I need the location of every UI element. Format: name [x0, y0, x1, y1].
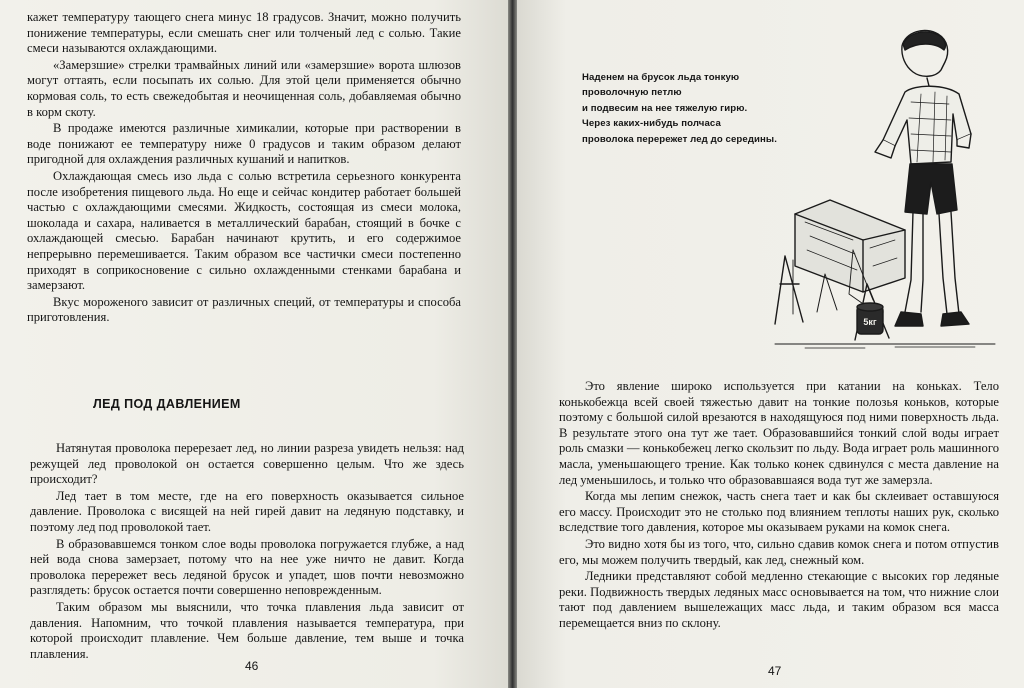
caption-line: Через каких-нибудь полчаса — [582, 118, 721, 130]
paragraph: кажет температуру тающего снега минус 18 градусов. Значит, можно получить понижение температуры, если смешать снег или толченый лед с солью. Такие смеси называются охлаждающими. — [27, 10, 461, 56]
paragraph: Лед тает в том месте, где на его поверхность оказывается сильное давление. Проволока с висящей на ней гирей давит на ледяную подставку, и поэтому лед под проволокой тает. — [30, 488, 464, 534]
paragraph: В образовавшемся тонком слое воды проволока погружается глубже, а над ней вода снова замерзает, потому что на нее уже ничто не давит. Когда проволока перережет весь ледяной брусок и упадет, шов почти невозможно разглядеть: брусок остается почти совершенно неповрежденным. — [30, 536, 464, 598]
book-gutter — [508, 0, 517, 688]
paragraph: Натянутая проволока перерезает лед, но линии разреза увидеть нельзя: над режущей лед проволокой он остается совершенно целым. Что же здесь происходит? — [30, 441, 464, 487]
caption-line: проволочную петлю — [582, 87, 682, 99]
paragraph: Это явление широко используется при катании на коньках. Тело конькобежца всей своей тяжестью давит на тонкие полозья коньков, которые поэтому с большой силой врезаются в находящуюся под ними поверхность льда. В результате этого она тут же тает. Образовавшийся тонкий слой воды играет роль смазки — конькобежец легко скользит по льду. Вода играет роль машинного масла, уменьшающего трение. Как только конек сдвинулся с места давление на лед уменьшилось, и только что образовавшаяся вода тут же замерзла. — [559, 379, 999, 487]
page-number: 46 — [245, 659, 259, 673]
paragraph: Таким образом мы выяснили, что точка плавления льда зависит от давления. Напомним, что точкой плавления называется температура, при которой происходит плавление. Чем больше давление, тем выше и точка плавления. — [30, 599, 464, 661]
caption-line: Наденем на брусок льда тонкую — [582, 72, 740, 83]
left-page — [0, 0, 510, 688]
weight-label: 5кг — [863, 317, 877, 327]
ground-shadow — [775, 344, 995, 348]
page-number: 47 — [768, 664, 782, 678]
paragraph: Это видно хотя бы из того, что, сильно сдавив комок снега и потом отпустив его, мы можем получить твердый, как лед, снежный ком. — [559, 536, 999, 567]
paragraph: Охлаждающая смесь изо льда с солью встретила серьезного конкурента после изобретения пищевого льда. Но еще и сейчас кондитер работает большей частью с охлаждающими смесями. Жидкость, состоящая из смеси молока, шоколада и сахара, наливается в металлический барабан, стоящий в бочке с охлаждающей смесью. Барабан начинают крутить, и его содержимое непрерывно перемешивается. Таким образом все частички смеси постепенно приходят в соприкосновение с сильно охлажденными стенками барабана и замерзают. — [27, 168, 461, 293]
paragraph: Когда мы лепим снежок, часть снега тает и как бы склеивает оставшуюся его массу. Происходит это не столько под влиянием теплоты наших рук, сколько вследствие того давления, которое мы оказываем руками на комок снега. — [559, 489, 999, 535]
paragraph: В продаже имеются различные химикалии, которые при растворении в воде понижают ее температуру ниже 0 градусов и таким образом делают пригодной для охлаждения различных кушаний и напитков. — [27, 121, 461, 167]
caption-line: проволока перережет лед до середины. — [582, 133, 777, 145]
paragraph: «Замерзшие» стрелки трамвайных линий или «замерзшие» ворота шлюзов могут оттаять, если посыпать их солью. Для этой цели применяется обычно кормовая соль, то есть свежедобытая и неочищенная соль, добавляемая обычно в корм скоту. — [27, 57, 461, 119]
boy-ice-experiment-illustration — [745, 22, 1020, 362]
right-main-text — [559, 379, 999, 632]
left-bottom-text — [30, 441, 464, 662]
left-top-text — [27, 10, 461, 326]
caption-line: и подвесим на нее тяжелую гирю. — [582, 102, 748, 114]
right-page — [515, 0, 1024, 688]
paragraph: Вкус мороженого зависит от различных специй, от температуры и способа приготовления. — [27, 294, 461, 325]
paragraph: Ледники представляют собой медленно стекающие с высоких гор ледяные реки. Подвижность твердых ледяных масс основывается на том, что нижние слои тают под давлением вышележащих масс льда, и таким образом вся масса перемещается вниз по склону. — [559, 569, 999, 630]
section-heading: ЛЕД ПОД ДАВЛЕНИЕМ — [93, 397, 241, 411]
